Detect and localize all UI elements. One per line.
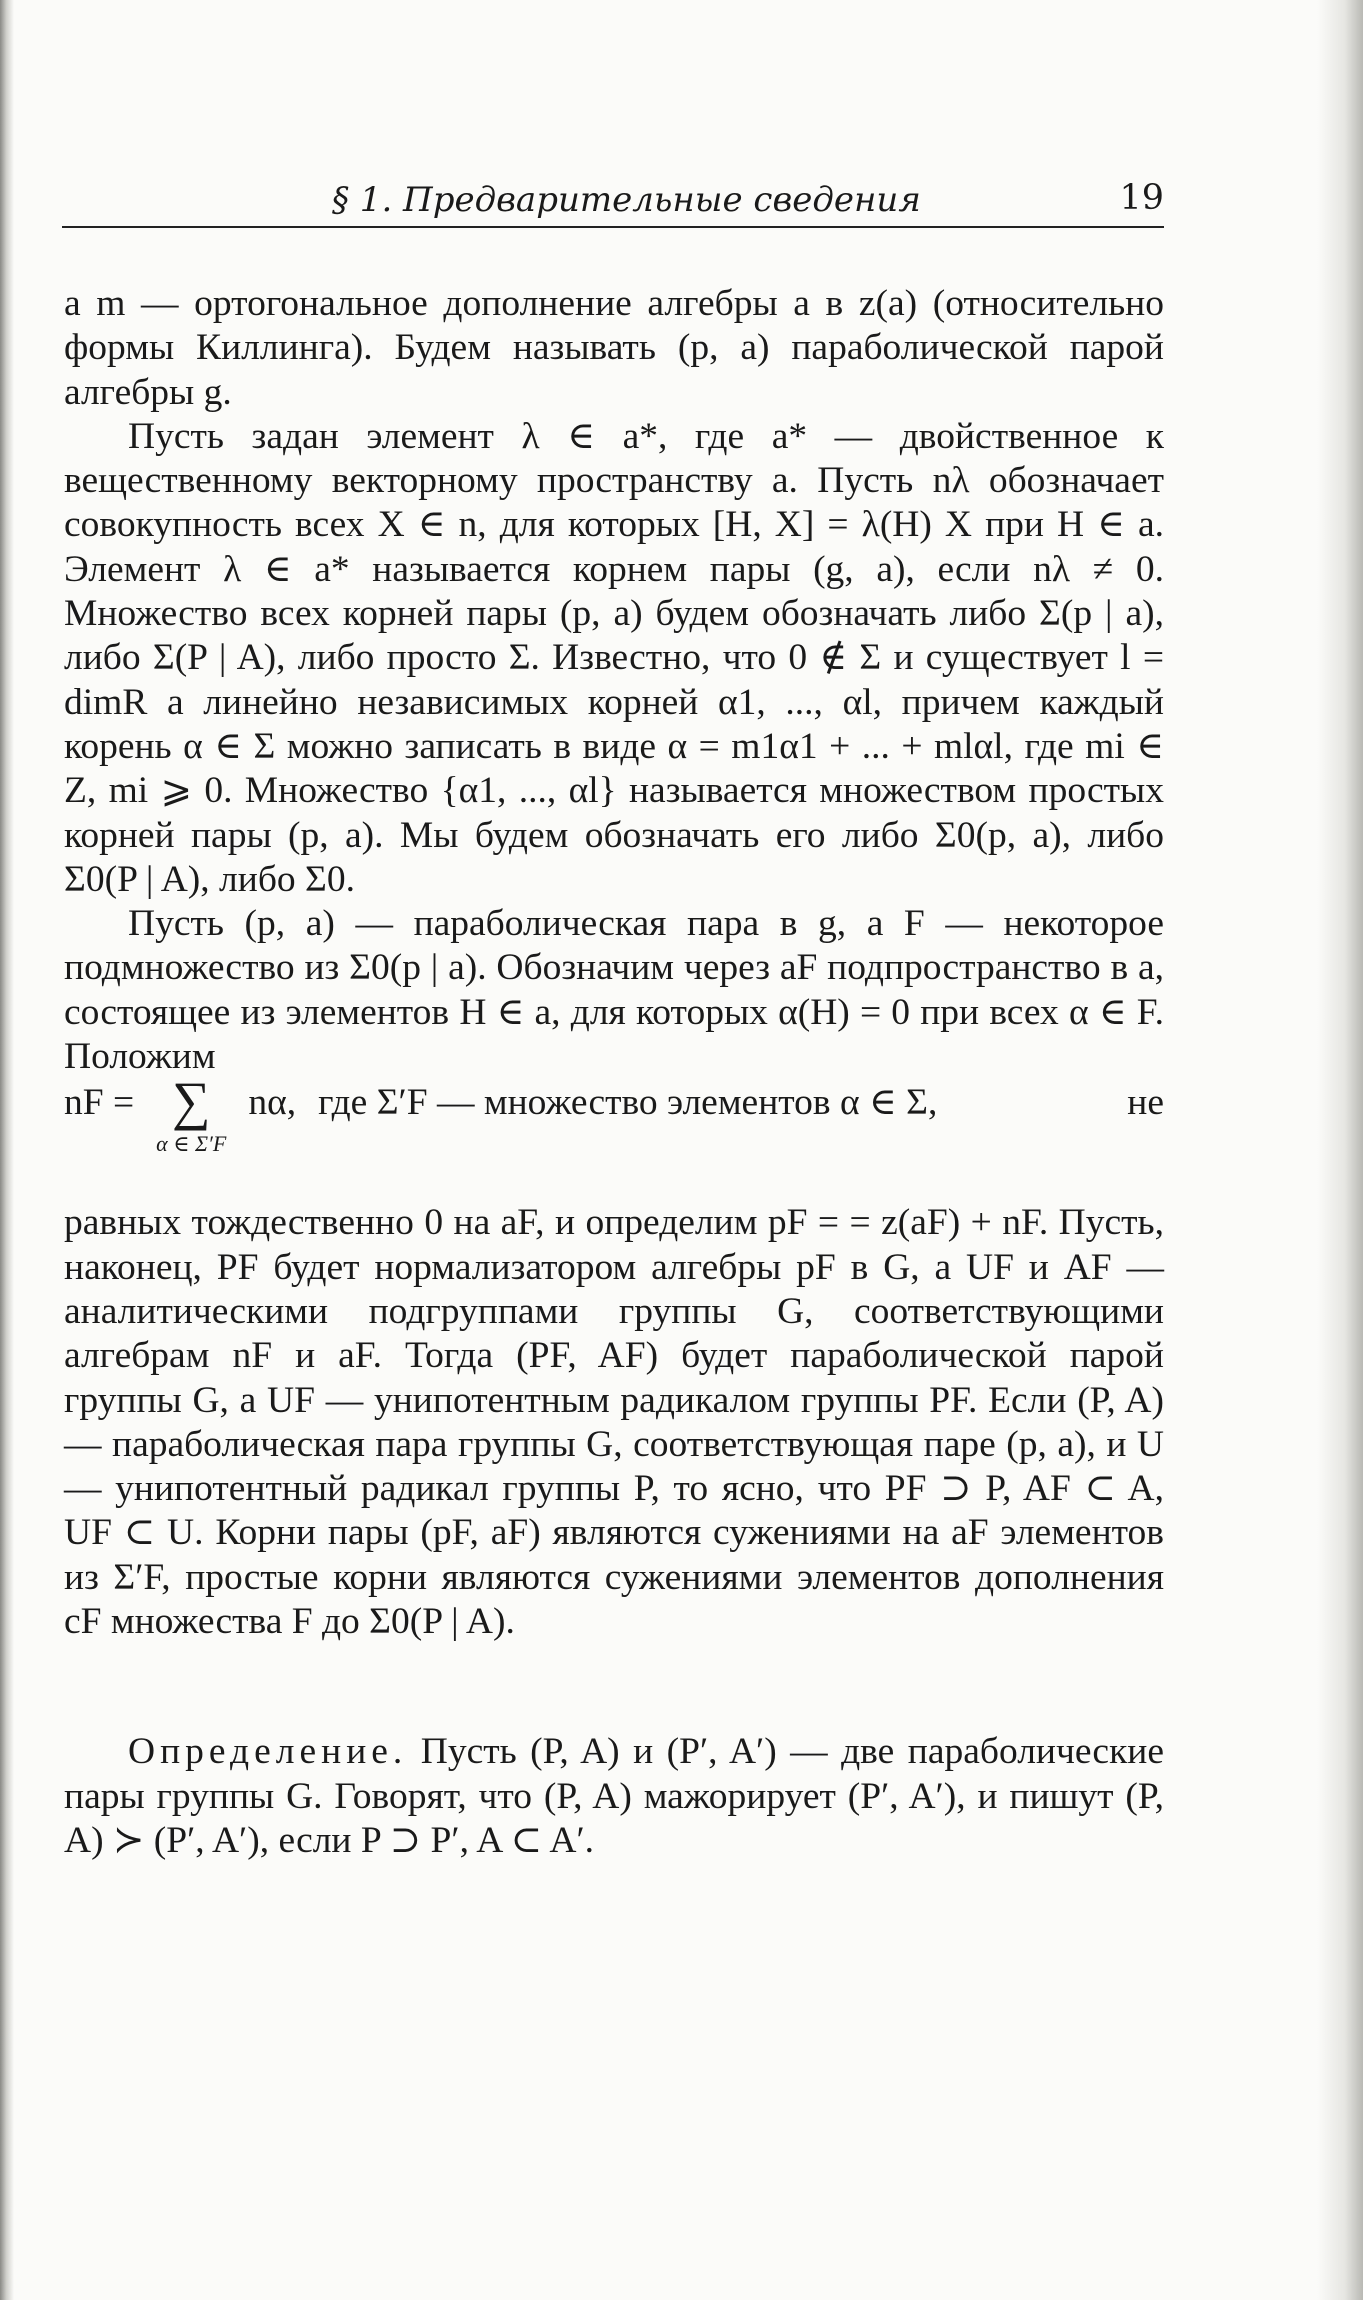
sum-trailing-text: [318, 1081, 1164, 1125]
sum-where-clause: где Σ′F — множество элементов α ∈ Σ,: [318, 1082, 938, 1124]
sum-term: nα,: [248, 1082, 297, 1124]
sum-formula-line: [64, 1071, 1164, 1191]
definition-paragraph: [64, 1730, 1164, 1863]
sum-subscript: α ∈ Σ′F: [156, 1131, 227, 1157]
sum-line-end: не: [1127, 1082, 1164, 1124]
sum-lhs: nF =: [64, 1082, 135, 1124]
page-number: 19: [1119, 178, 1164, 218]
running-title: § 1. Предварительные сведения: [332, 180, 921, 220]
paragraph-normalizer: равных тождественно 0 на aF, и определим pF = = z(aF) + nF. Пусть, наконец, PF будет нормализатором алгебры pF в G, а UF и AF — аналитическими подгруппами группы G, соответствующими алгебрам nF и aF. Тогда (PF, AF) будет параболической парой группы G, а UF — унипотентным радикалом группы PF. Если (P, A) — параболическая пара группы G, соответствующая паре (p, a), и U — унипотентный радикал группы P, то ясно, что PF ⊃ P, AF ⊂ A, UF ⊂ U. Корни пары (pF, aF) являются сужениями на aF элементов из Σ′F, простые корни являются сужениями элементов дополнения cF множества F до Σ0(P | A).: [64, 1202, 1164, 1643]
paragraph-roots: Пусть задан элемент λ ∈ a*, где a* — двойственное к вещественному векторному пространству a. Пусть nλ обозначает совокупность всех X ∈ n, для которых [H, X] = λ(H) X при H ∈ a. Элемент λ ∈ a* называется корнем пары (g, a), если nλ ≠ 0. Множество всех корней пары (p, a) будем обозначать либо Σ(p | a), либо Σ(P | A), либо просто Σ. Известно, что 0 ∉ Σ и существует l = dimR a линейно независимых корней α1, ..., αl, причем каждый корень α ∈ Σ можно записать в виде α = m1α1 + ... + mlαl, где mi ∈ Z, mi ⩾ 0. Множество {α1, ..., αl} называется множеством простых корней пары (p, a). Мы будем обозначать его либо Σ0(p, a), либо Σ0(P | A), либо Σ0.: [64, 415, 1164, 900]
sum-operator: [156, 1071, 227, 1157]
paragraph-1: a m — ортогональное дополнение алгебры a в z(a) (относительно формы Киллинга). Будем называть (p, a) параболической парой алгебры g.: [64, 283, 1164, 413]
page-header: [62, 178, 1164, 228]
page-body: [64, 282, 1164, 1863]
definition-label: Определение.: [128, 1731, 408, 1773]
paragraph-parabolic-pair: Пусть (p, a) — параболическая пара в g, а F — некоторое подмножество из Σ0(p | a). Обозначим через aF подпространство в a, состоящее из элементов H ∈ a, для которых α(H) = 0 при всех α ∈ F. Положим: [64, 903, 1164, 1078]
definition-text: Пусть (P, A) и (P′, A′) — две параболические пары группы G. Говорят, что (P, A) мажорирует (P′, A′), и пишут (P, A) ≻ (P′, A′), если P ⊃ P′, A ⊂ A′.: [64, 1731, 1165, 1861]
page-left-edge-shadow: [0, 0, 14, 2300]
sigma-sign: ∑: [171, 1071, 211, 1132]
page-right-edge-shadow: [1317, 0, 1363, 2300]
